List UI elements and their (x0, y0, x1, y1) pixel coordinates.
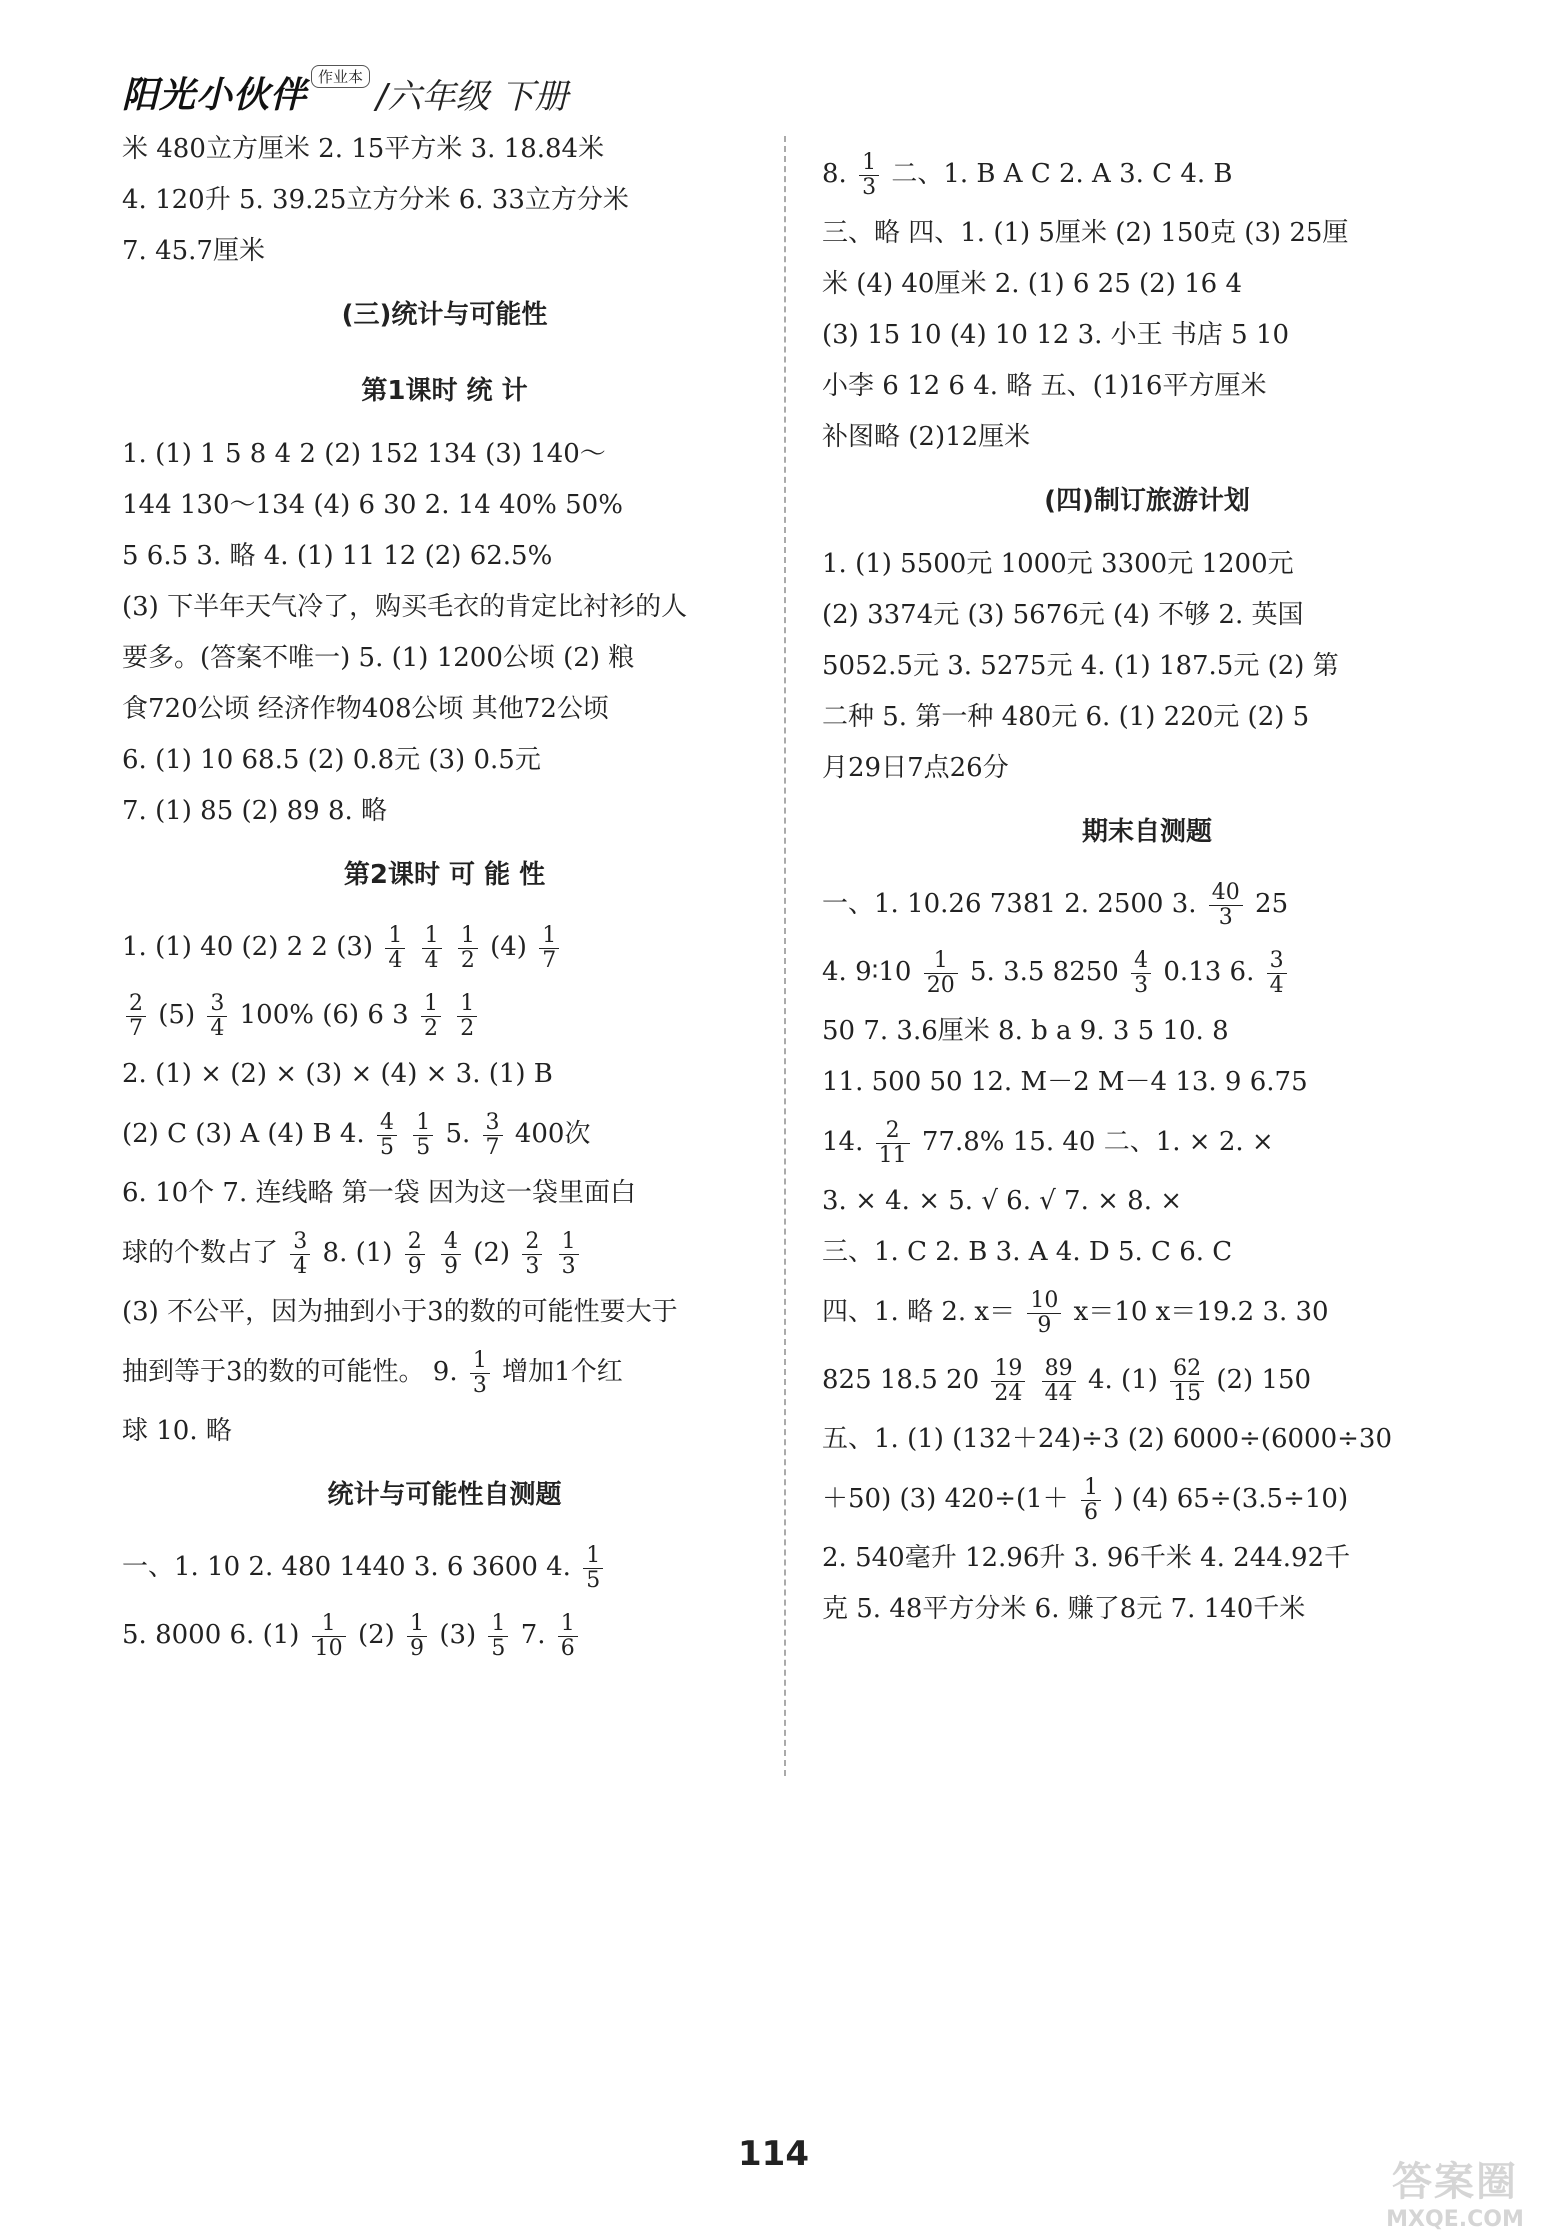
answer-text: ＋50) (3) 420÷(1＋ (822, 1484, 1069, 1514)
fraction (407, 1612, 427, 1661)
answer-text: 5. (445, 1119, 471, 1149)
denominator: 2 (460, 947, 475, 973)
answer-line: 7. (1) 85 (2) 89 8. 略 (122, 796, 388, 826)
fraction (290, 1230, 310, 1279)
denominator: 4 (424, 947, 439, 973)
answer-line: (3) 下半年天气冷了，购买毛衣的肯定比衬衫的人 (122, 592, 688, 622)
numerator: 1 (1081, 1476, 1101, 1501)
answer-line: (2) 3374元 (3) 5676元 (4) 不够 2. 英国 (822, 600, 1304, 630)
answer-line: 月29日7点26分 (822, 753, 1009, 783)
lesson-heading: 第2课时 可 能 性 (343, 860, 546, 890)
fraction (924, 949, 958, 998)
fraction (539, 924, 559, 973)
answer-line: 2. (1) × (2) × (3) × (4) × 3. (1) B (122, 1059, 553, 1089)
numerator: 62 (1170, 1357, 1204, 1382)
denominator: 9 (443, 1253, 458, 1279)
denominator: 3 (525, 1253, 540, 1279)
numerator: 1 (413, 1111, 433, 1136)
denominator: 5 (586, 1567, 601, 1593)
section-heading: 期末自测题 (1081, 817, 1212, 847)
denominator: 9 (1037, 1312, 1052, 1338)
fraction (405, 1230, 425, 1279)
watermark (1370, 2150, 1540, 2230)
answer-text: 400次 (514, 1119, 591, 1149)
numerator: 1 (924, 949, 958, 974)
denominator: 2 (423, 1015, 438, 1041)
denominator: 3 (862, 174, 877, 200)
answer-text: 8. (1) (322, 1238, 393, 1268)
fraction (385, 924, 405, 973)
answer-text: (2) (473, 1238, 511, 1268)
numerator: 1 (385, 924, 405, 949)
fraction (1131, 949, 1151, 998)
answer-line: 5052.5元 3. 5275元 4. (1) 187.5元 (2) 第 (822, 651, 1339, 681)
fraction (470, 1349, 490, 1398)
numerator: 1 (407, 1612, 427, 1637)
answer-line (822, 1465, 1472, 1533)
denominator: 5 (491, 1635, 506, 1661)
numerator: 1 (559, 1230, 579, 1255)
answer-line (822, 140, 1472, 208)
answer-text: 一、1. 10.26 7381 2. 2500 3. (822, 889, 1197, 919)
answer-text: 增加1个红 (502, 1357, 623, 1387)
numerator: 2 (876, 1119, 910, 1144)
fraction (1267, 949, 1287, 998)
numerator: 1 (312, 1612, 346, 1637)
answer-text: x＝10 x＝19.2 3. 30 (1073, 1297, 1329, 1327)
answer-text: (4) (490, 932, 527, 962)
answer-text: (2) 150 (1216, 1365, 1312, 1395)
answer-text: 球的个数占了 (122, 1238, 279, 1268)
answer-line (822, 1108, 1472, 1176)
answer-line: (3) 不公平，因为抽到小于3的数的可能性要大于 (122, 1297, 678, 1327)
answer-text: 二、1. B A C 2. A 3. C 4. B (891, 159, 1233, 189)
watermark-sub: MXQE.COM (1386, 2207, 1524, 2232)
answer-line (822, 1278, 1472, 1346)
fraction (583, 1544, 603, 1593)
answer-line: 米 480立方厘米 2. 15平方米 3. 18.84米 (122, 134, 605, 164)
fraction (1027, 1289, 1061, 1338)
numerator: 19 (991, 1357, 1025, 1382)
denominator: 4 (293, 1253, 308, 1279)
answer-line: 11. 500 50 12. M－2 M－4 13. 9 6.75 (822, 1067, 1308, 1097)
page-number: 114 (738, 2134, 809, 2174)
answer-line (122, 981, 767, 1049)
fraction (483, 1111, 503, 1160)
denominator: 15 (1173, 1380, 1202, 1406)
numerator: 1 (583, 1544, 603, 1569)
denominator: 24 (994, 1380, 1023, 1406)
numerator: 3 (1267, 949, 1287, 974)
answer-line: 五、1. (1) (132＋24)÷3 (2) 6000÷(6000÷30 (822, 1424, 1392, 1454)
fraction (1170, 1357, 1204, 1406)
numerator: 10 (1027, 1289, 1061, 1314)
answer-line: 6. (1) 10 68.5 (2) 0.8元 (3) 0.5元 (122, 745, 541, 775)
numerator: 4 (1131, 949, 1151, 974)
answer-line: 米 (4) 40厘米 2. (1) 6 25 (2) 16 4 (822, 269, 1243, 299)
fraction (312, 1612, 346, 1661)
workbook-badge: 作业本 (311, 65, 370, 88)
answer-line: 三、略 四、1. (1) 5厘米 (2) 150克 (3) 25厘 (822, 218, 1349, 248)
answer-text: 5. 8000 6. (1) (122, 1620, 300, 1650)
fraction (421, 992, 441, 1041)
numerator: 1 (539, 924, 559, 949)
denominator: 9 (410, 1635, 425, 1661)
answer-line: 7. 45.7厘米 (122, 236, 265, 266)
answer-line: 4. 120升 5. 39.25立方分米 6. 33立方分米 (122, 185, 629, 215)
answer-line: 2. 540毫升 12.96升 3. 96千米 4. 244.92千 (822, 1543, 1351, 1573)
numerator: 1 (470, 1349, 490, 1374)
answer-line: 要多。(答案不唯一) 5. (1) 1200公顷 (2) 粮 (122, 643, 635, 673)
answer-line: 50 7. 3.6厘米 8. b a 9. 3 5 10. 8 (822, 1016, 1229, 1046)
fraction (558, 1612, 578, 1661)
answer-text: 一、1. 10 2. 480 1440 3. 6 3600 4. (122, 1552, 571, 1582)
denominator: 2 (460, 1015, 475, 1041)
answer-line: 球 10. 略 (122, 1416, 232, 1446)
fraction (413, 1111, 433, 1160)
answer-text: ) (4) 65÷(3.5÷10) (1113, 1484, 1349, 1514)
fraction (991, 1357, 1025, 1406)
fraction (1209, 881, 1243, 930)
page-header (122, 58, 568, 118)
answer-text: (2) C (3) A (4) B 4. (122, 1119, 365, 1149)
fraction (859, 151, 879, 200)
numerator: 1 (421, 992, 441, 1017)
answer-text: 8. (822, 159, 847, 189)
answer-line (122, 1601, 767, 1669)
denominator: 4 (388, 947, 403, 973)
answer-line (122, 1338, 767, 1406)
fraction (457, 992, 477, 1041)
numerator: 4 (441, 1230, 461, 1255)
answer-text: 四、1. 略 2. x＝ (822, 1297, 1016, 1327)
section-heading: (三)统计与可能性 (341, 300, 548, 330)
answer-text: 14. (822, 1127, 864, 1157)
answer-text: (3) (439, 1620, 477, 1650)
answer-line (122, 1533, 767, 1601)
denominator: 3 (1218, 904, 1233, 930)
answer-line: 三、1. C 2. B 3. A 4. D 5. C 6. C (822, 1237, 1233, 1267)
numerator: 2 (405, 1230, 425, 1255)
brand-logo: 阳光小伙伴 (122, 75, 308, 116)
numerator: 3 (483, 1111, 503, 1136)
fraction (126, 992, 146, 1041)
answer-text: 100% (6) 6 3 (239, 1000, 409, 1030)
answer-text: 25 (1255, 889, 1289, 919)
answer-line: (3) 15 10 (4) 10 12 3. 小王 书店 5 10 (822, 320, 1290, 350)
answer-text: 7. (520, 1620, 546, 1650)
numerator: 1 (457, 992, 477, 1017)
answer-text: 1. (1) 40 (2) 2 2 (3) (122, 932, 374, 962)
fraction (207, 992, 227, 1041)
lesson-heading: 第1课时 统 计 (361, 376, 528, 406)
answer-text: (2) (357, 1620, 395, 1650)
watermark-main: 答案圈 (1392, 2159, 1518, 2205)
answer-line: 补图略 (2)12厘米 (822, 422, 1031, 452)
fraction (876, 1119, 910, 1168)
fraction (422, 924, 442, 973)
denominator: 11 (878, 1142, 907, 1168)
denominator: 3 (561, 1253, 576, 1279)
answer-line: 二种 5. 第一种 480元 6. (1) 220元 (2) 5 (822, 702, 1310, 732)
column-divider (784, 136, 786, 1776)
numerator: 3 (290, 1230, 310, 1255)
numerator: 3 (207, 992, 227, 1017)
numerator: 2 (522, 1230, 542, 1255)
answer-text: (5) (158, 1000, 196, 1030)
answer-line: 小李 6 12 6 4. 略 五、(1)16平方厘米 (822, 371, 1267, 401)
denominator: 3 (472, 1372, 487, 1398)
denominator: 5 (416, 1134, 431, 1160)
answer-line: 5 6.5 3. 略 4. (1) 11 12 (2) 62.5% (122, 541, 553, 571)
numerator: 89 (1042, 1357, 1076, 1382)
fraction (458, 924, 478, 973)
answer-text: 抽到等于3的数的可能性。 9. (122, 1357, 458, 1387)
denominator: 4 (210, 1015, 225, 1041)
denominator: 4 (1269, 972, 1284, 998)
grade-label: /六年级 下册 (376, 77, 569, 117)
denominator: 7 (129, 1015, 143, 1041)
answer-text: 5. 3.5 8250 (970, 957, 1119, 987)
fraction (377, 1111, 397, 1160)
answer-line (822, 1346, 1472, 1414)
denominator: 9 (407, 1253, 422, 1279)
answer-line: 克 5. 48平方分米 6. 赚了8元 7. 140千米 (822, 1594, 1306, 1624)
answer-line (122, 1219, 767, 1287)
section-heading: 统计与可能性自测题 (327, 1480, 562, 1510)
numerator: 1 (458, 924, 478, 949)
fraction (559, 1230, 579, 1279)
answer-text: 4. 9∶10 (822, 957, 912, 987)
fraction (488, 1612, 508, 1661)
denominator: 20 (926, 972, 955, 998)
answer-text: 825 18.5 20 (822, 1365, 980, 1395)
right-column (822, 140, 1472, 1635)
answer-line (122, 1100, 767, 1168)
numerator: 1 (558, 1612, 578, 1637)
denominator: 5 (379, 1134, 394, 1160)
fraction (1081, 1476, 1101, 1525)
answer-line: 6. 10个 7. 连线略 第一袋 因为这一袋里面白 (122, 1178, 637, 1208)
answer-line: 144 130～134 (4) 6 30 2. 14 40% 50% (122, 490, 623, 520)
denominator: 7 (542, 947, 557, 973)
numerator: 2 (126, 992, 146, 1017)
denominator: 10 (314, 1635, 343, 1661)
answer-text: 0.13 6. (1163, 957, 1255, 987)
answer-line: 1. (1) 5500元 1000元 3300元 1200元 (822, 549, 1294, 579)
answer-line: 1. (1) 1 5 8 4 2 (2) 152 134 (3) 140～ (122, 439, 606, 469)
denominator: 6 (1083, 1499, 1098, 1525)
numerator: 4 (377, 1111, 397, 1136)
numerator: 1 (488, 1612, 508, 1637)
answer-line (122, 913, 767, 981)
fraction (522, 1230, 542, 1279)
answer-line: 食720公顷 经济作物408公顷 其他72公顷 (122, 694, 609, 724)
section-heading: (四)制订旅游计划 (1044, 486, 1250, 516)
answer-line: 3. × 4. × 5. √ 6. √ 7. × 8. × (822, 1186, 1183, 1216)
numerator: 1 (859, 151, 879, 176)
denominator: 3 (1134, 972, 1149, 998)
denominator: 7 (485, 1134, 500, 1160)
fraction (1042, 1357, 1076, 1406)
left-column (122, 124, 767, 1669)
denominator: 6 (560, 1635, 575, 1661)
answer-line (822, 870, 1472, 938)
numerator: 1 (422, 924, 442, 949)
fraction (441, 1230, 461, 1279)
answer-text: 77.8% 15. 40 二、1. × 2. × (921, 1127, 1274, 1157)
denominator: 44 (1044, 1380, 1073, 1406)
numerator: 40 (1209, 881, 1243, 906)
answer-line (822, 938, 1472, 1006)
answer-text: 4. (1) (1087, 1365, 1158, 1395)
